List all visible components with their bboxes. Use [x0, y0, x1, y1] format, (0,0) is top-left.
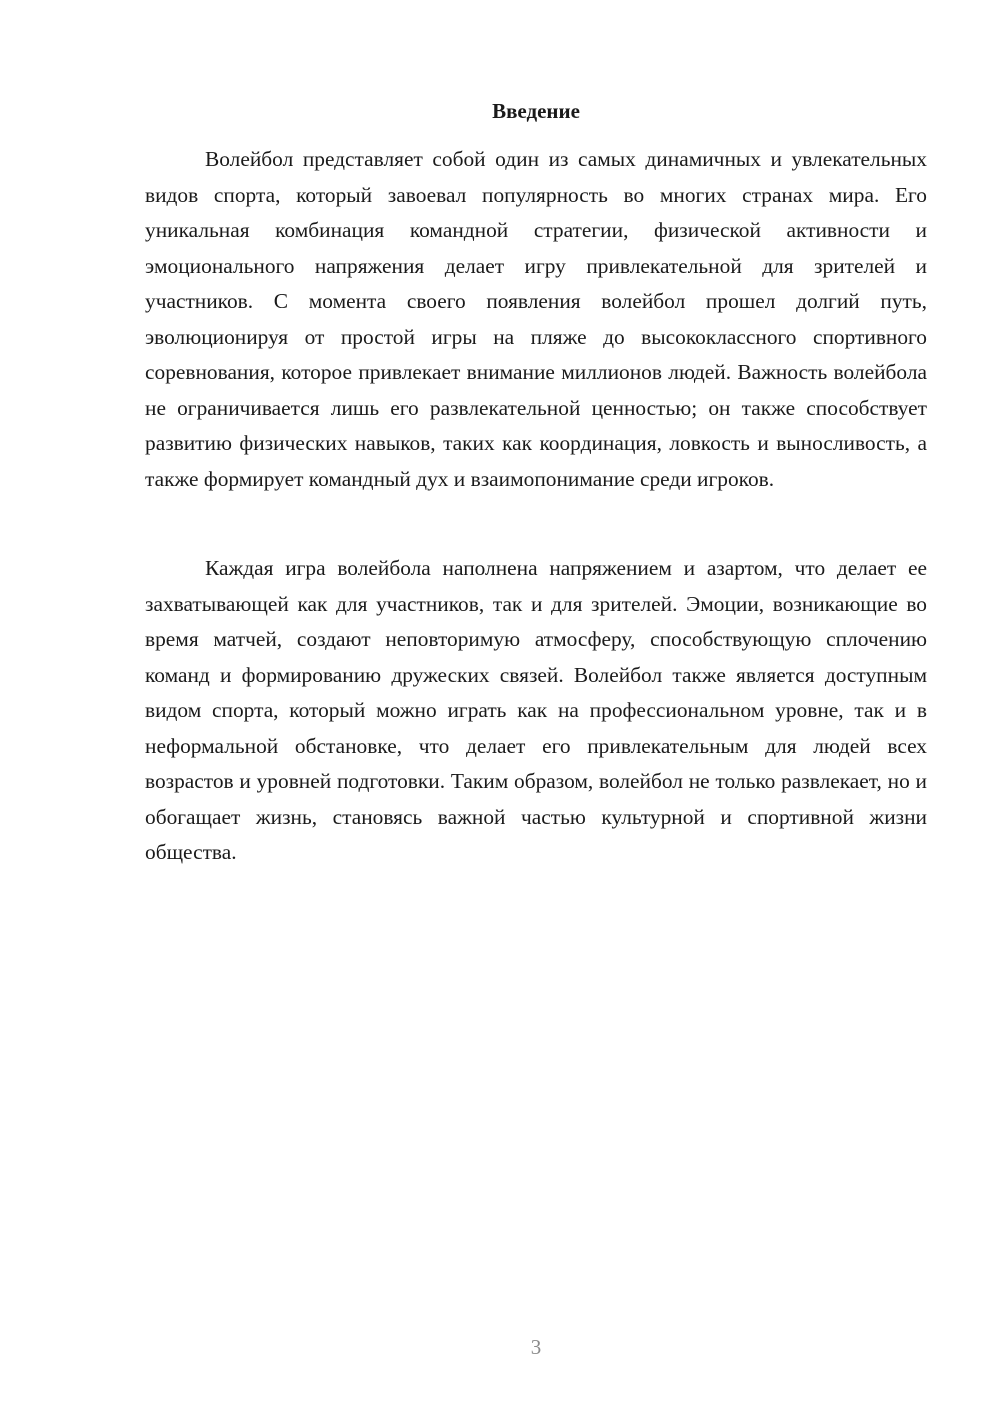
section-heading: Введение — [492, 99, 580, 123]
paragraph-introduction-1: Волейбол представляет собой один из самых динамичных и увлекательных видов спорта, который завоевал популярность во многих странах мира. Его уникальная комбинация командной стратегии, физической активности и эмоционального напряжения делает игру привлекательной для зрителей и участников. С момента своего появления волейбол прошел долгий путь, эволюционируя от простой игры на пляже до высококлассного спортивного соревнования, которое привлекает внимание миллионов людей. Важность волейбола не ограничивается лишь его развлекательной ценностью; он также способствует развитию физических навыков, таких как координация, ловкость и выносливость, а также формирует командный дух и взаимопонимание среди игроков. — [145, 147, 927, 491]
paragraph-introduction-2: Каждая игра волейбола наполнена напряжением и азартом, что делает ее захватывающей как для участников, так и для зрителей. Эмоции, возникающие во время матчей, создают неповторимую атмосферу, способствующую сплочению команд и формированию дружеских связей. Волейбол также является доступным видом спорта, который можно играть как на профессиональном уровне, так и в неформальной обстановке, что делает его привлекательным для людей всех возрастов и уровней подготовки. Таким образом, волейбол не только развлекает, но и обогащает жизнь, становясь важной частью культурной и спортивной жизни общества. — [145, 556, 927, 864]
page-number: 3 — [530, 1335, 542, 1359]
